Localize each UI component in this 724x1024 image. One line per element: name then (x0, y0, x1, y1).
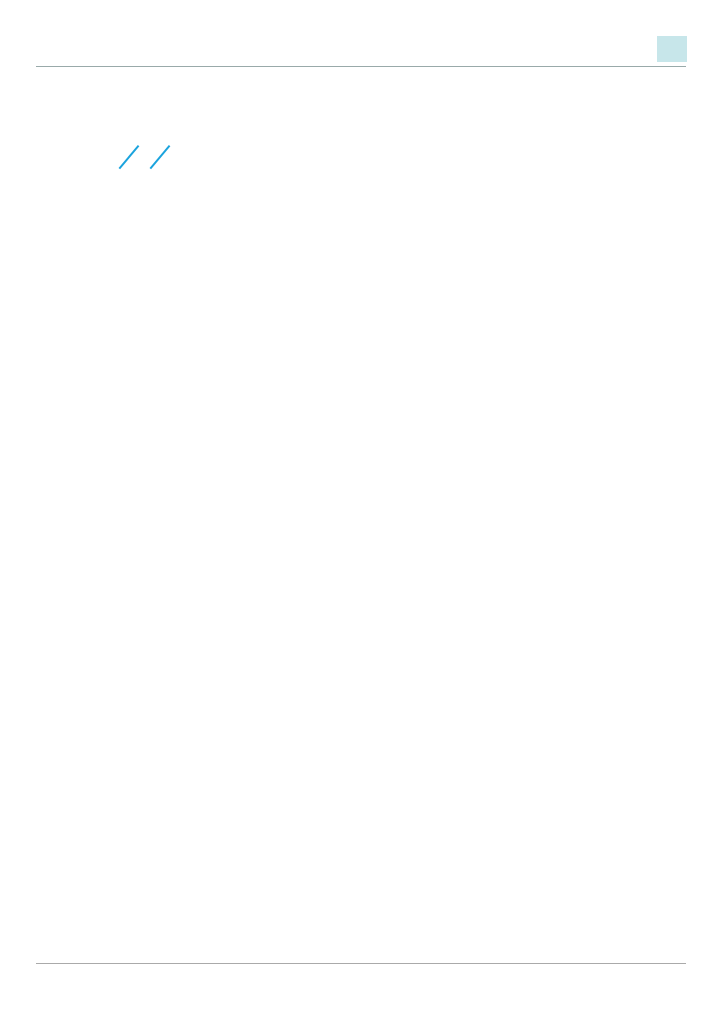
footer-divider (36, 963, 686, 964)
qr-code-icon[interactable] (616, 885, 684, 953)
strike-mark (119, 145, 140, 169)
strike-mark (150, 145, 171, 169)
header-divider (36, 66, 686, 67)
level-badge (657, 36, 687, 62)
